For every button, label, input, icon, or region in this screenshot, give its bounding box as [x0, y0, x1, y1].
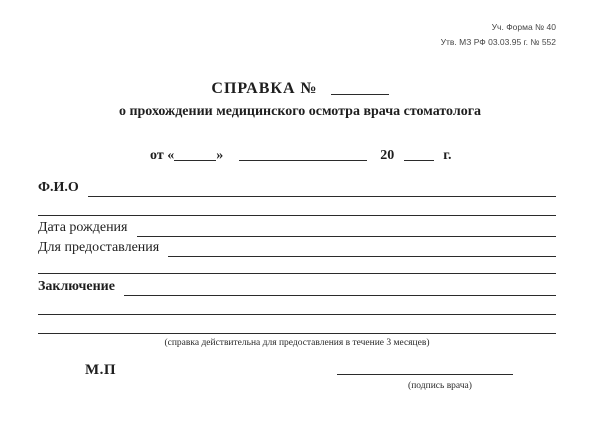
- presentation-row: [38, 240, 556, 257]
- presentation-continuation-line[interactable]: [38, 273, 556, 274]
- birth-date-label: Дата рождения: [38, 220, 128, 235]
- fio-label: Ф.И.О: [38, 180, 79, 195]
- date-month-blank[interactable]: [239, 148, 367, 161]
- birth-date-blank-line[interactable]: [137, 220, 557, 237]
- conclusion-continuation-line-1[interactable]: [38, 314, 556, 315]
- form-meta-block: [441, 20, 556, 50]
- fio-row: [38, 180, 556, 197]
- date-row: [150, 148, 451, 164]
- conclusion-label: Заключение: [38, 279, 115, 294]
- presentation-blank-line[interactable]: [168, 239, 556, 257]
- validity-note: (справка действительна для предоставления в течение 3 месяцев): [164, 338, 430, 348]
- form-number-label: Уч. Форма № 40: [491, 22, 556, 32]
- signature-caption: (подпись врача): [408, 381, 472, 391]
- stamp-place-label: М.П: [85, 362, 117, 378]
- conclusion-blank-line[interactable]: [124, 278, 556, 296]
- date-day-blank[interactable]: [174, 148, 216, 161]
- certificate-subtitle: о прохождении медицинского осмотра врача стоматолога: [118, 104, 482, 119]
- birth-date-row: [38, 221, 556, 237]
- conclusion-row: [38, 279, 556, 296]
- signature-blank-line[interactable]: [337, 374, 513, 375]
- date-quote-close: »: [216, 148, 224, 163]
- form-approval-label: Утв. МЗ РФ 03.03.95 г. № 552: [440, 37, 556, 47]
- certificate-title-row: [0, 80, 600, 98]
- fio-continuation-line[interactable]: [38, 215, 556, 216]
- certificate-title: СПРАВКА №: [211, 80, 318, 97]
- presentation-label: Для предоставления: [38, 240, 160, 255]
- date-year-prefix: 20: [380, 148, 395, 163]
- conclusion-continuation-line-2[interactable]: [38, 333, 556, 334]
- date-year-suffix: г.: [443, 148, 452, 163]
- fio-blank-line[interactable]: [88, 179, 556, 197]
- date-year-blank[interactable]: [404, 148, 434, 161]
- date-prefix-label: от «: [150, 148, 175, 163]
- certificate-number-blank[interactable]: [331, 80, 389, 95]
